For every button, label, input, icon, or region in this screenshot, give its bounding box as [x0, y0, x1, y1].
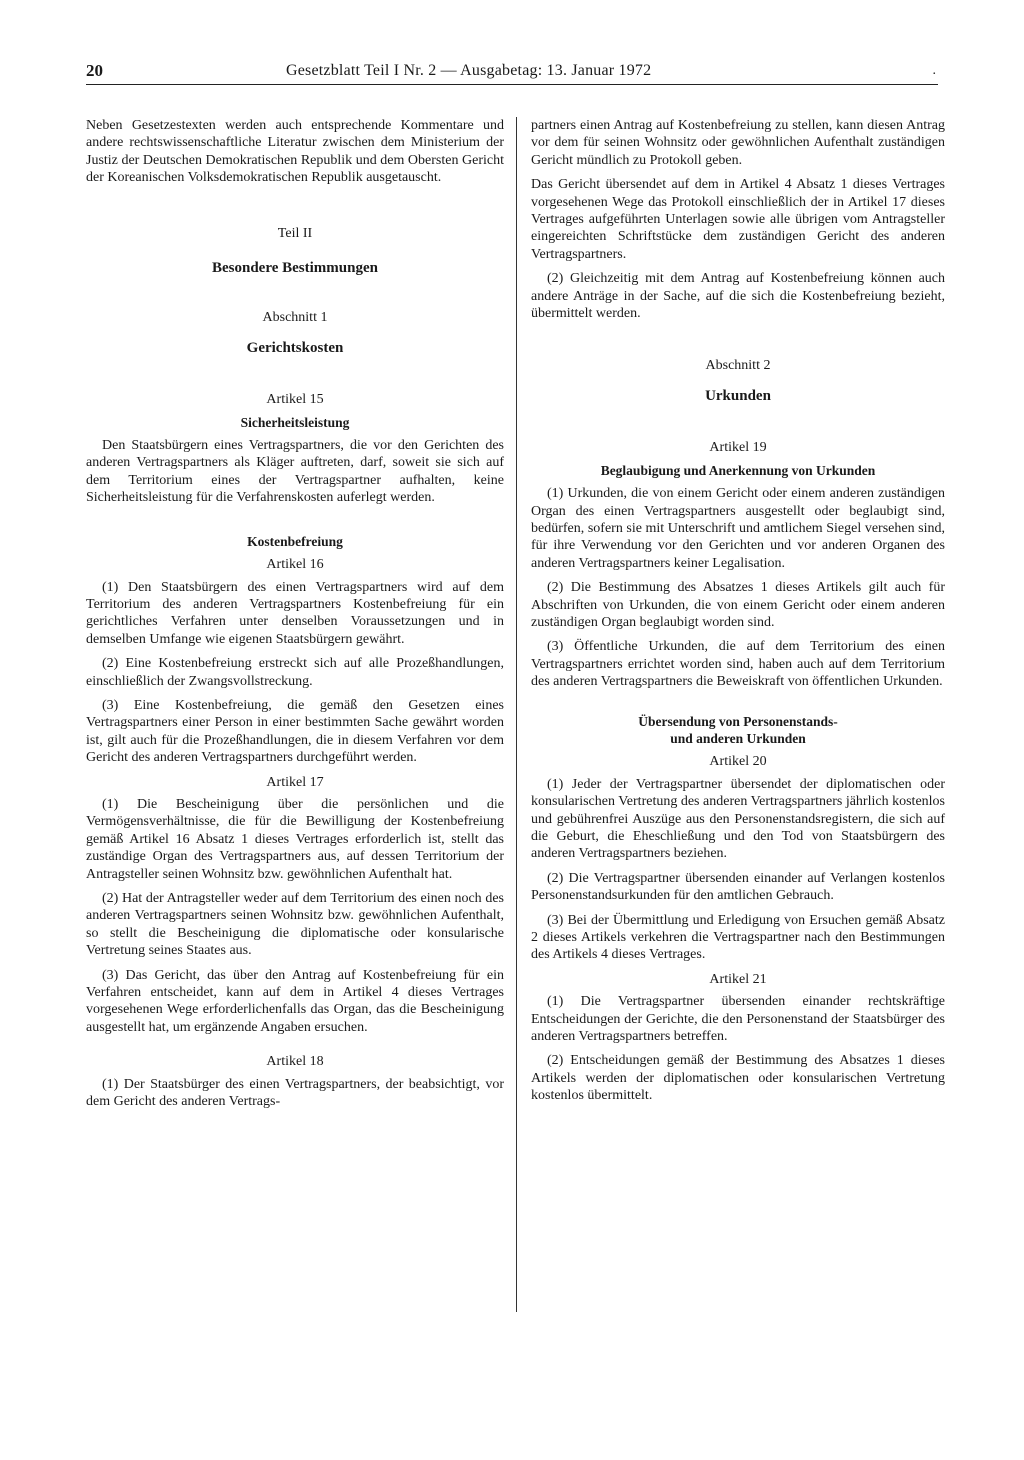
paragraph: (1) Die Bescheinigung über die persönlichen und die Vermögensverhältnisse, die für die Bewilligung der Kostenbefreiung gemäß Artikel 16 Absatz 1 dieses Vertrages erforderlich ist, stellt das zuständige Organ des Vertragspartners aus, auf dessen Territorium der Antragsteller seinen Wohnsitz bzw. gewöhnlichen Aufenthalt hat.: [86, 796, 504, 882]
article-heading: Artikel 17: [266, 774, 324, 790]
paragraph: (3) Öffentliche Urkunden, die auf dem Territorium des einen Vertragspartners errichtet worden sind, haben auch auf dem Territorium des anderen Vertragspartners die Beweiskraft von öffentlichen Urkunden.: [531, 639, 945, 690]
paragraph: (1) Den Staatsbürgern des einen Vertragspartners wird auf dem Territorium des anderen Vertragspartners Kostenbefreiung für ein gerichtliches Verfahren unter denselben Voraussetzungen und in demselben Umfange wie eigenen Staatsbürgern gewährt.: [86, 579, 504, 647]
paragraph: Das Gericht übersendet auf dem in Artikel 4 Absatz 1 dieses Vertrages vorgesehenen Wege das Protokoll einschließlich der in Artikel 17 dieses Vertrages aufgeführten Unterlagen sowie alle übrigen vom Antragsteller eingereichten Schriftstücke dem zuständigen Gericht des anderen Vertragspartners.: [531, 177, 945, 262]
paragraph: (2) Eine Kostenbefreiung erstreckt sich auf alle Prozeßhandlungen, einschließlich der Zwangsvollstreckung.: [86, 656, 504, 689]
paragraph: (2) Die Vertragspartner übersenden einander auf Verlangen kostenlos Personenstandsurkunden für den amtlichen Gebrauch.: [531, 870, 945, 904]
article-heading: Artikel 20: [709, 754, 767, 770]
paragraph: (2) Die Bestimmung des Absatzes 1 dieses Artikels gilt auch für Abschriften von Urkunden, die von einem Gericht oder einem anderen zuständigen Organ beglaubigt worden sind.: [531, 580, 945, 630]
paragraph: (1) Jeder der Vertragspartner übersendet der diplomatischen oder konsularischen Vertretung des anderen Vertragspartners jährlich kostenlos und gebührenfrei Auszüge aus den Personenstandsregistern, die sich auf die Geburt, die Eheschließung und den Tod von Staatsbürgern des anderen Vertragspartners beziehen.: [531, 776, 945, 862]
page-number: 20: [86, 61, 103, 80]
left-column: [86, 117, 504, 1117]
part-label: Teil II: [277, 225, 313, 241]
paragraph: (1) Die Vertragspartner übersenden einander rechtskräftige Entscheidungen der Gerichte, die den Personenstand der Staatsbürger des anderen Vertragspartners betreffen.: [531, 994, 945, 1045]
article-heading: Artikel 15: [266, 392, 324, 408]
section-label: Abschnitt 1: [262, 310, 328, 326]
paragraph: (1) Urkunden, die von einem Gericht oder einem anderen zuständigen Organ des einen Vertragspartners ausgestellt oder beglaubigt sind, bedürfen, sofern sie mit Unterschrift und amtlichem Siegel versehen sind, für ihre Verwendung vor den Gerichten und vor anderen Organen des anderen Vertragspartners keiner Legalisation.: [531, 486, 945, 571]
paragraph: (3) Eine Kostenbefreiung, die gemäß den Gesetzen eines Vertragspartners einer Person in einer bestimmten Sache gewährt worden ist, gilt auch für die Prozeßhandlungen, die in diesem Verfahren vor dem Gericht des anderen Vertragspartners durchgeführt werden.: [86, 697, 504, 766]
part-title: Besondere Bestimmungen: [212, 260, 378, 277]
header-dot: .: [932, 63, 936, 78]
paragraph: (2) Hat der Antragsteller weder auf dem Territorium des einen noch des anderen Vertragspartners seinen Wohnsitz bzw. gewöhnlichen Aufenthalt, so stellt die Bescheinigung die diplomatische oder konsularische Vertretung seines Staates aus.: [86, 891, 504, 959]
article-subheading: Kostenbefreiung: [247, 533, 343, 549]
section-title: Gerichtskosten: [246, 339, 344, 356]
article-subheading: Beglaubigung und Anerkennung von Urkunden: [600, 462, 876, 478]
paragraph: partners einen Antrag auf Kostenbefreiung zu stellen, kann diesen Antrag vor dem für seinen Wohnsitz oder gewöhnlichen Aufenthalt zuständigen Gericht mündlich zu Protokoll geben.: [531, 118, 945, 168]
paragraph: Den Staatsbürgern eines Vertragspartners, die vor den Gerichten des anderen Vertragspartners als Kläger auftreten, darf, soweit sie sich auf dem Territorium eines der Vertragspartner aufhalten, keine Sicherheitsleistung für die Verfahrenskosten auferlegt werden.: [86, 438, 504, 506]
article-heading: Artikel 21: [709, 971, 767, 987]
right-column: [531, 117, 945, 1112]
running-title: Gesetzblatt Teil I Nr. 2 — Ausgabetag: 13. Januar 1972: [286, 62, 652, 79]
article-heading: Artikel 16: [266, 557, 324, 573]
intro-paragraph: Neben Gesetzestexten werden auch entsprechende Kommentare und andere rechtswissenschaftliche Literatur zwischen dem Ministerium der Justiz der Deutschen Demokratischen Republik und dem Obersten Gericht der Koreanischen Volksdemokratischen Republik ausgetauscht.: [86, 118, 504, 186]
article-subheading: Übersendung von Personenstands-: [638, 713, 838, 729]
paragraph: (1) Der Staatsbürger des einen Vertragspartners, der beabsichtigt, vor dem Gericht des anderen Vertrags-: [86, 1076, 504, 1110]
article-heading: Artikel 19: [709, 440, 767, 456]
page-header: [86, 60, 938, 85]
article-subheading: Sicherheitsleistung: [240, 414, 350, 430]
article-heading: Artikel 18: [266, 1054, 324, 1070]
column-divider: [516, 117, 517, 1312]
article-subheading: und anderen Urkunden: [670, 730, 806, 746]
section-label: Abschnitt 2: [705, 358, 771, 374]
paragraph: (3) Bei der Übermittlung und Erledigung von Ersuchen gemäß Absatz 2 dieses Artikels verkehren die Vertragspartner nach den Bestimmungen des Artikels 4 dieses Vertrages.: [531, 912, 945, 963]
section-title: Urkunden: [705, 387, 771, 404]
paragraph: (3) Das Gericht, das über den Antrag auf Kostenbefreiung für ein Verfahren entscheidet, kann auf dem in Artikel 4 dieses Vertrages vorgesehenen Wege erforderlichenfalls das Organ, das die Bescheinigung ausgestellt hat, um ergänzende Angaben ersuchen.: [86, 967, 504, 1035]
paragraph: (2) Entscheidungen gemäß der Bestimmung des Absatzes 1 dieses Artikels werden der diplomatischen oder konsularischen Vertretung kostenlos übermittelt.: [531, 1053, 945, 1104]
paragraph: (2) Gleichzeitig mit dem Antrag auf Kostenbefreiung können auch andere Anträge in der Sache, auf die sich die Kostenbefreiung bezieht, übermittelt werden.: [531, 271, 945, 322]
